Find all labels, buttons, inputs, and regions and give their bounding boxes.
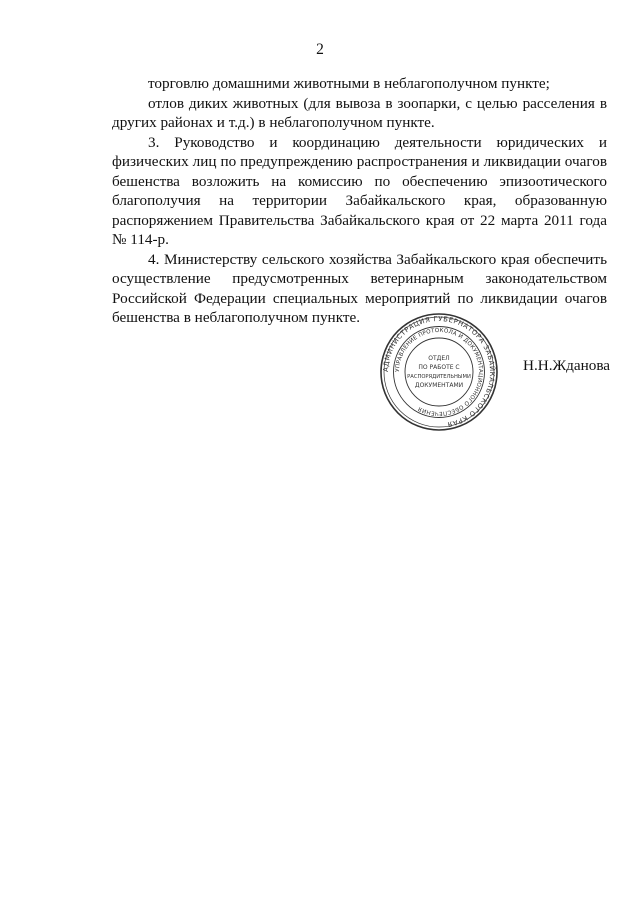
stamp-center-line-2: ПО РАБОТЕ С	[418, 364, 460, 371]
document-body	[112, 74, 607, 328]
official-stamp	[379, 312, 499, 432]
stamp-outer-text: АДМИНИСТРАЦИЯ ГУБЕРНАТОРА ЗАБАЙКАЛЬСКОГО КРАЯ	[381, 314, 497, 429]
signature-name: Н.Н.Жданова	[523, 357, 611, 374]
paragraph-wild-animals: отлов диких животных (для вывоза в зоопарки, с целью расселения в других районах и т.д.) в неблагополучном пункте.	[112, 94, 607, 131]
stamp-center-line-4: ДОКУМЕНТАМИ	[414, 382, 464, 389]
stamp-inner-text: УПРАВЛЕНИЕ ПРОТОКОЛА И ДОКУМЕНТАЦИОННОГО ОБЕСПЕЧЕНИЯ	[394, 327, 484, 417]
paragraph-item-4: 4. Министерству сельского хозяйства Забайкальского края обеспечить осуществление предусмотренных ветеринарным законодательством Российской Федерации специальных мероприятий по ликвидации очагов бешенства в неблагополучном пункте.	[112, 250, 607, 326]
stamp-middle-ring	[394, 327, 485, 418]
paragraph-trade-animals: торговлю домашними животными в неблагополучном пункте;	[148, 75, 550, 92]
stamp-center-line-1: ОТДЕЛ	[428, 355, 450, 362]
stamp-inner-ring	[405, 338, 473, 406]
stamp-center-line-3: РАСПОРЯДИТЕЛЬНЫМИ	[407, 374, 471, 380]
paragraph-item-3: 3. Руководство и координацию деятельности юридических и физических лиц по предупреждению распространения и ликвидации очагов бешенства возложить на комиссию по обеспечению эпизоотического благополучия на территории Забайкальского края, образованную распоряжением Правительства Забайкальского края от 22 марта 2011 года № 114-р.	[112, 133, 607, 248]
page-number: 2	[316, 41, 324, 58]
stamp-center-text	[407, 355, 471, 389]
